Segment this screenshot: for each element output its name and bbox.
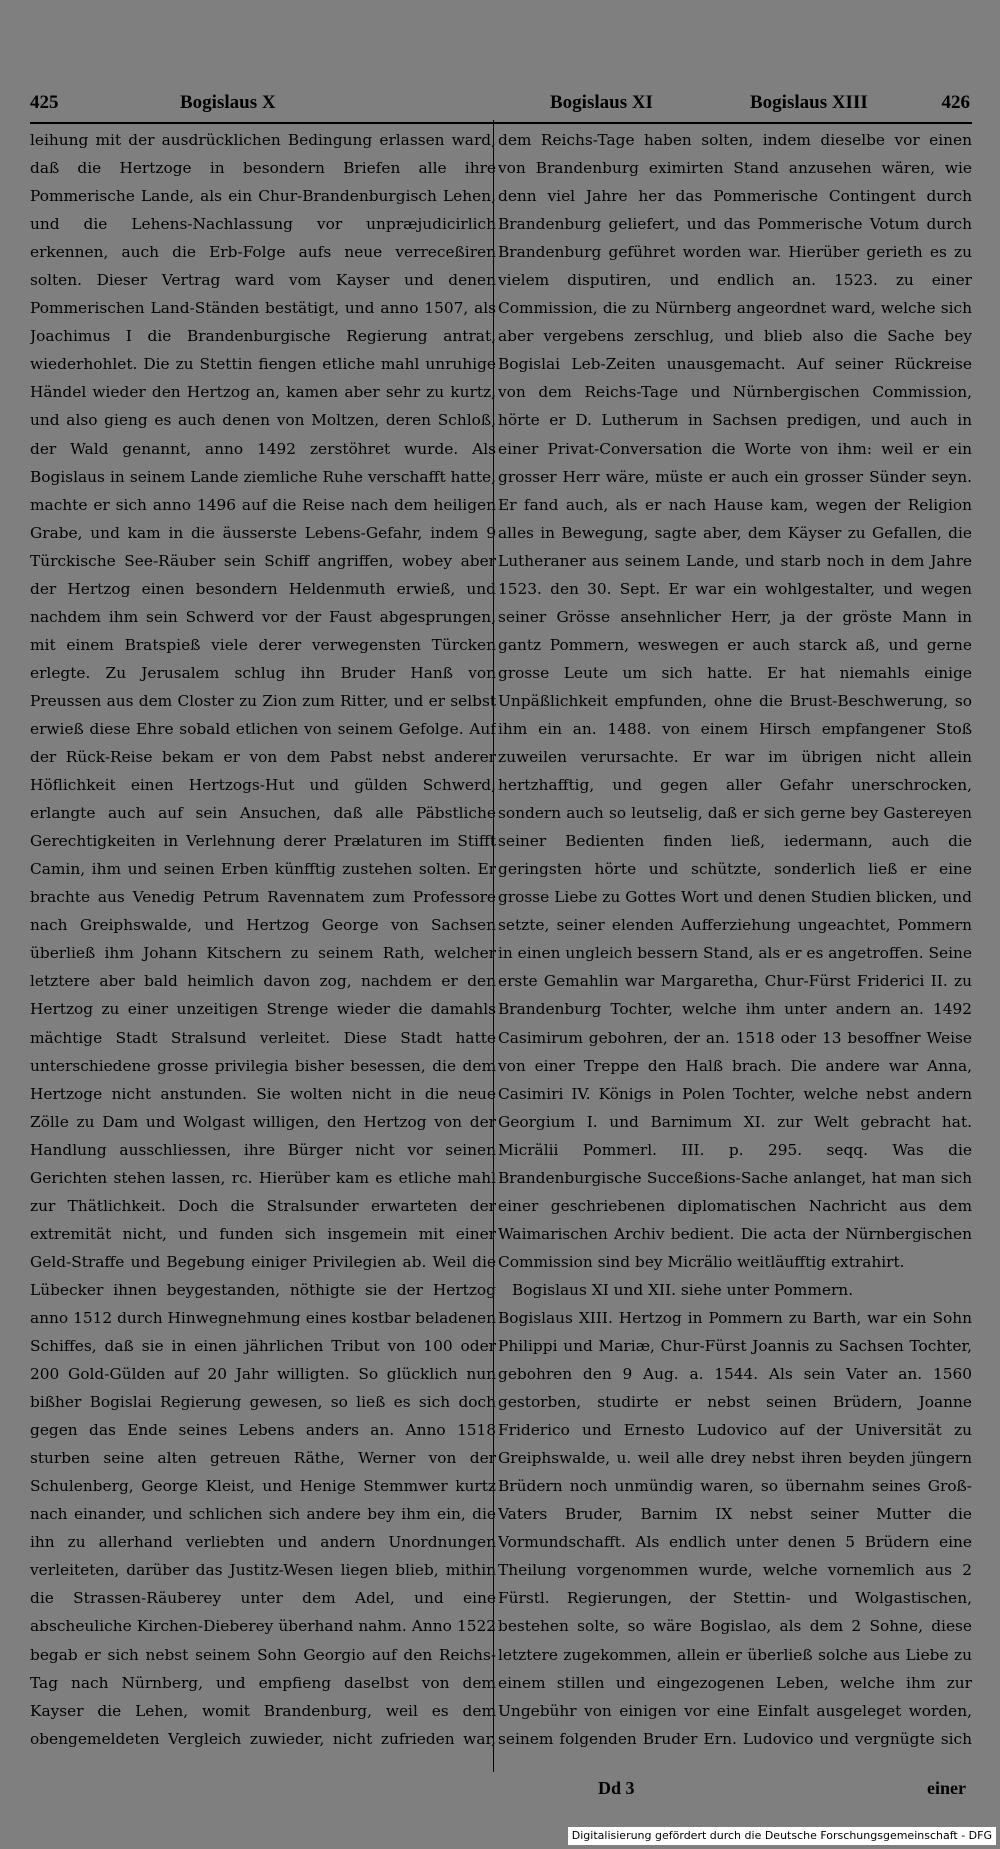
header-rule [30,122,972,124]
header-title-left: Bogislaus X [180,92,276,113]
paragraph-bogislaus-xi-xii: Bogislaus XI und XII. siehe unter Pommern. [512,1280,854,1299]
page-number-left: 425 [30,92,59,113]
page-number-right: 426 [941,92,970,113]
left-column-text: leihung mit der ausdrücklichen Bedingung erlassen ward, daß die Hertzoge in besondern Briefen alle ihre Pommerische Lande, als ein Chur-Brandenburgisch Lehen, und die Lehens-Nachlassung vor unpræjudicirlich erkennen, auch die Erb-Folge aufs neue verreceßiren solten. Dieser Vertrag ward vom Kayser und denen Pommerischen Land-Ständen bestätigt, und anno 1507, als Joachimus I die Brandenburgische Regierung antrat, wiederhohlet. Die zu Stettin fiengen etliche mahl unruhige Händel wieder den Hertzog an, kamen aber sehr zu kurtz, und also gieng es auch denen von Moltzen, deren Schloß, der Wald genannt, anno 1492 zerstöhret wurde. Als Bogislaus in seinem Lande ziemliche Ruhe verschafft hatte, machte er sich anno 1496 auf die Reise nach dem heiligen Grabe, und kam in die äusserste Lebens-Gefahr, indem 9 Türckische See-Räuber sein Schiff angriffen, wobey aber der Hertzog einen besondern Heldenmuth erwieß, und nachdem ihm sein Schwerd vor der Faust abgesprungen, mit einem Bratspieß viele derer verwegensten Türcken erlegte. Zu Jerusalem schlug ihn Bruder Hanß von Preussen aus dem Closter zu Zion zum Ritter, und er selbst erwieß diese Ehre sobald etlichen von seinem Gefolge. Auf der Rück-Reise bekam er von dem Pabst nebst anderer Höflichkeit einen Hertzogs-Hut und gülden Schwerd, erlangte auch auf sein Ansuchen, daß alle Päbstliche Gerechtigkeiten in Verlehnung derer Prælaturen im Stifft Camin, ihm und seinen Erben künfftig zustehen solten. Er brachte aus Venedig Petrum Ravennatem zum Professore nach Greiphswalde, und Hertzog George von Sachsen überließ ihm Johann Kitschern zu seinem Rath, welcher letztere aber bald heimlich davon zog, nachdem er den Hertzog zu einer unzeitigen Strenge wieder die damahls mächtige Stadt Stralsund verleitet. Diese Stadt hatte unterschiedene grosse privilegia bisher besessen, die dem Hertzoge nicht anstunden. Sie wolten nicht in die neue Zölle zu Dam und Wolgast willigen, den Hertzog von der Handlung ausschliessen, ihre Bürger nicht vor seinen Gerichten stehen lassen, rc. Hierüber kam es etliche mahl zur Thätlichkeit. Doch die Stralsunder erwarteten der extremität nicht, und funden sich insgemein mit einer Geld-Straffe und Begebung einiger Privilegien ab. Weil die Lübecker ihnen beygestanden, nöthigte sie der Hertzog anno 1512 durch Hinwegnehmung eines kostbar beladenen Schiffes, daß sie in einen jährlichen Tribut von 100 oder 200 Gold-Gülden auf 20 Jahr willigten. So glücklich nun bißher Bogislai Regierung gewesen, so ließ es sich doch gegen das Ende seines Lebens anders an. Anno 1518 sturben seine alten getreuen Räthe, Werner von der Schulenberg, George Kleist, und Henige Stemmwer kurtz nach einander, und schlichen sich andere bey ihm ein, die ihn zu allerhand verliebten und andern Unordnungen verleiteten, darüber das Justitz-Wesen liegen blieb, mithin die Strassen-Räuberey unter dem Adel, und eine abscheuliche Kirchen-Dieberey überhand nahm. Anno 1522 begab er sich nebst seinem Sohn Georgio auf den Reichs-Tag nach Nürnberg, und empfieng daselbst von dem Kayser die Lehen, womit Brandenburg, weil es dem obengemeldeten Vergleich zuwieder, nicht zufrieden war, [30,131,496,1748]
header-title-right: Bogislaus XIII [750,92,868,113]
left-column [30,126,496,1749]
catchword: einer [927,1778,966,1798]
signature-mark: Dd 3 [598,1778,635,1798]
header-title-center: Bogislaus XI [550,92,653,113]
running-header [30,86,970,122]
paragraph-bogislaus-x-continued: dem Reichs-Tage haben solten, indem dieselbe vor einen von Brandenburg eximirten Stand anzusehen wären, wie denn viel Jahre her das Pommerische Contingent durch Brandenburg geliefert, und das Pommerische Votum durch Brandenburg geführet worden war. Hierüber gerieth es zu vielem disputiren, und endlich an. 1523. zu einer Commission, die zu Nürnberg angeordnet ward, welche sich aber vergebens zerschlug, und blieb also die Sache bey Bogislai Leb-Zeiten unausgemacht. Auf seiner Rückreise von dem Reichs-Tage und Nürnbergischen Commission, hörte er D. Lutherum in Sachsen predigen, und auch in einer Privat-Conversation die Worte von ihm: weil er ein grosser Herr wäre, müste er auch ein grosser Sünder seyn. Er fand auch, als er nach Hause kam, wegen der Religion alles in Bewegung, sagte aber, dem Käyser zu Gefallen, die Lutheraner aus seinem Lande, und starb noch in dem Jahre 1523. den 30. Sept. Er war ein wohlgestalter, und wegen seiner Grösse ansehnlicher Herr, ja der gröste Mann in gantz Pommern, weswegen er auch starck aß, und gerne grosse Leute um sich hatte. Er hat niemahls einige Unpäßlichkeit empfunden, ohne die Brust-Beschwerung, so ihm ein an. 1488. von einem Hirsch empfangener Stoß zuweilen verursachte. Er war im übrigen nicht allein hertzhafftig, und gegen aller Gefahr unerschrocken, sondern auch so leutselig, daß er sich gerne bey Gastereyen seiner Bedienten finden ließ, iedermann, auch die geringsten hörte und schützte, sonderlich ließ er eine grosse Liebe zu Gottes Wort und denen Studien blicken, und setzte, seiner elenden Aufferziehung ungeachtet, Pommern in einen ungleich bessern Stand, als er es angetroffen. Seine erste Gemahlin war Margaretha, Chur-Fürst Friderici II. zu Brandenburg Tochter, welche ihm unter andern an. 1492 Casimirum gebohren, der an. 1518 oder 13 besoffner Weise von einer Treppe den Halß brach. Die andere war Anna, Casimiri IV. Königs in Polen Tochter, welche nebst andern Georgium I. und Barnimum XI. zur Welt gebracht hat. Micrälii Pommerl. III. p. 295. seqq. Was die Brandenburgische Succeßions-Sache anlanget, hat man sich einer geschriebenen diplomatischen Nachricht aus dem Waimarischen Archiv bedient. Die acta der Nürnbergischen Commission sind bey Micrälio weitläufftig extrahirt. [498,131,972,1271]
right-column [498,126,972,1749]
paragraph-bogislaus-xiii: Bogislaus XIII. Hertzog in Pommern zu Barth, war ein Sohn Philippi und Mariæ, Chur-Fürst Joannis zu Sachsen Tochter, gebohren den 9 Aug. a. 1544. Als sein Vater an. 1560 gestorben, studirte er nebst seinen Brüdern, Joanne Friderico und Ernesto Ludovico auf der Universität zu Greiphswalde, u. weil alle drey nebst ihren beyden jüngern Brüdern noch unmündig waren, so übernahm seines Groß-Vaters Bruder, Barnim IX nebst seiner Mutter die Vormundschafft. Als endlich unter denen 5 Brüdern eine Theilung vorgenommen wurde, welche vornemlich aus 2 Fürstl. Regierungen, der Stettin- und Wolgastischen, bestehen solte, so wäre Bogislao, als dem 2 Sohne, diese letztere zugekommen, allein er überließ solche aus Liebe zu einem stillen und eingezogenen Leben, welche ihm zur Ungebühr von einigen vor eine Einfalt ausgeleget worden, seinem folgenden Bruder Ern. Ludovico und vergnügte sich [498,1308,972,1748]
digitization-footer: Digitalisierung gefördert durch die Deutsche Forschungsgemeinschaft - DFG [568,1827,996,1845]
